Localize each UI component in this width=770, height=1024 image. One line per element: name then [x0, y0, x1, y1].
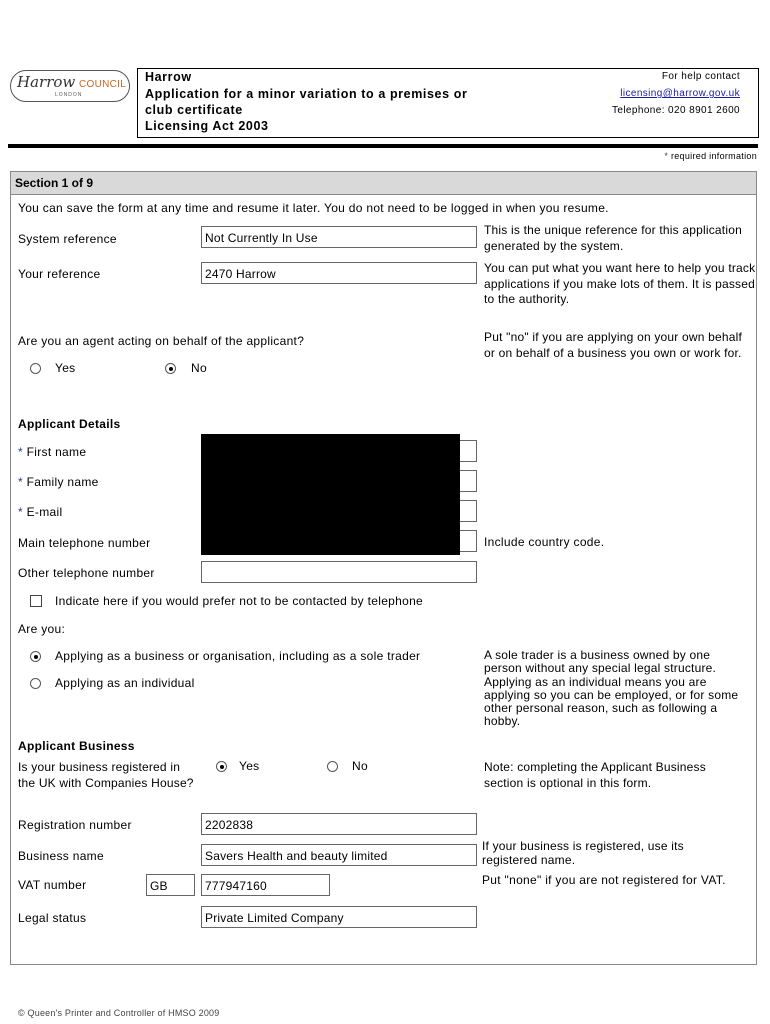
vat-prefix-field[interactable]: GB [146, 874, 195, 896]
your-reference-label: Your reference [18, 267, 101, 281]
title-line-4: Licensing Act 2003 [145, 119, 269, 133]
business-option-radio[interactable] [30, 651, 41, 662]
logo-council-text: COUNCIL [79, 79, 127, 90]
copyright-footer: © Queen's Printer and Controller of HMSO 2009 [18, 1008, 220, 1018]
system-reference-field[interactable]: Not Currently In Use [201, 226, 477, 248]
section-heading: Section 1 of 9 [15, 176, 94, 190]
registered-no-label: No [352, 759, 368, 773]
required-star: * [664, 151, 669, 161]
logo-london-text: LONDON [55, 92, 83, 98]
registration-number-label: Registration number [18, 818, 132, 832]
system-reference-label: System reference [18, 232, 117, 246]
individual-option-label: Applying as an individual [55, 676, 195, 690]
family-name-text: Family name [26, 475, 99, 489]
business-name-help: If your business is registered, use its registered name. [482, 839, 684, 867]
header-divider [8, 144, 758, 148]
vat-number-label: VAT number [18, 878, 87, 892]
agent-question: Are you an agent acting on behalf of the applicant? [18, 334, 305, 348]
intro-text: You can save the form at any time and resume it later. You do not need to be logged in when you resume. [18, 201, 609, 215]
legal-status-field[interactable]: Private Limited Company [201, 906, 477, 928]
main-phone-help: Include country code. [484, 535, 605, 549]
registration-number-field[interactable]: 2202838 [201, 813, 477, 835]
legal-status-label: Legal status [18, 911, 87, 925]
required-note [664, 151, 757, 161]
are-you-help: A sole trader is a business owned by one person without any special legal structure. Applying as an individual means you are applying so you can be employed, or for some other personal reason, such as following a hobby. [484, 648, 739, 729]
system-reference-help: This is the unique reference for this application generated by the system. [484, 223, 742, 253]
logo-harrow-text: Harrow [17, 73, 76, 91]
agent-yes-radio[interactable] [30, 363, 41, 374]
business-name-label: Business name [18, 849, 104, 863]
registered-no-radio[interactable] [327, 761, 338, 772]
individual-option-radio[interactable] [30, 678, 41, 689]
business-name-field[interactable]: Savers Health and beauty limited [201, 844, 477, 866]
registered-yes-radio[interactable] [216, 761, 227, 772]
registered-yes-label: Yes [239, 759, 260, 773]
help-phone: Telephone: 020 8901 2600 [611, 105, 740, 116]
main-phone-label: Main telephone number [18, 536, 151, 550]
form-title-box [137, 68, 759, 138]
required-star: * [18, 505, 23, 519]
your-reference-field[interactable]: 2470 Harrow [201, 262, 477, 284]
your-reference-help: You can put what you want here to help you track applications if you make lots of them. It is passed to the authority. [484, 261, 756, 306]
email-label [18, 505, 62, 519]
are-you-label: Are you: [18, 622, 66, 636]
registered-question: Is your business registered in the UK with Companies House? [18, 760, 194, 790]
agent-yes-label: Yes [55, 361, 76, 375]
redaction-block [201, 434, 460, 555]
required-star: * [18, 445, 23, 459]
agent-help: Put "no" if you are applying on your own behalf or on behalf of a business you own or work for. [484, 330, 743, 360]
email-text: E-mail [26, 505, 63, 519]
title-line-2: Application for a minor variation to a premises or [145, 87, 468, 101]
applicant-details-heading: Applicant Details [18, 417, 121, 431]
applicant-business-heading: Applicant Business [18, 739, 135, 753]
family-name-label [18, 475, 99, 489]
vat-help: Put "none" if you are not registered for VAT. [482, 873, 726, 887]
section-heading-bar [11, 172, 756, 195]
business-option-label: Applying as a business or organisation, including as a sole trader [55, 649, 421, 663]
vat-number-field[interactable]: 777947160 [201, 874, 330, 896]
harrow-council-logo [10, 70, 130, 102]
title-line-1: Harrow [145, 70, 192, 84]
business-optional-note: Note: completing the Applicant Business section is optional in this form. [484, 760, 706, 790]
no-telephone-contact-checkbox[interactable] [30, 595, 42, 607]
first-name-label [18, 445, 86, 459]
required-note-text: required information [670, 151, 757, 161]
agent-no-label: No [191, 361, 207, 375]
required-star: * [18, 475, 23, 489]
help-label: For help contact [661, 71, 740, 82]
no-telephone-contact-label: Indicate here if you would prefer not to be contacted by telephone [55, 594, 424, 608]
first-name-text: First name [26, 445, 87, 459]
other-phone-label: Other telephone number [18, 566, 155, 580]
help-email-link[interactable]: licensing@harrow.gov.uk [620, 88, 740, 99]
agent-no-radio[interactable] [165, 363, 176, 374]
title-line-3: club certificate [145, 103, 243, 117]
other-phone-field[interactable] [201, 561, 477, 583]
